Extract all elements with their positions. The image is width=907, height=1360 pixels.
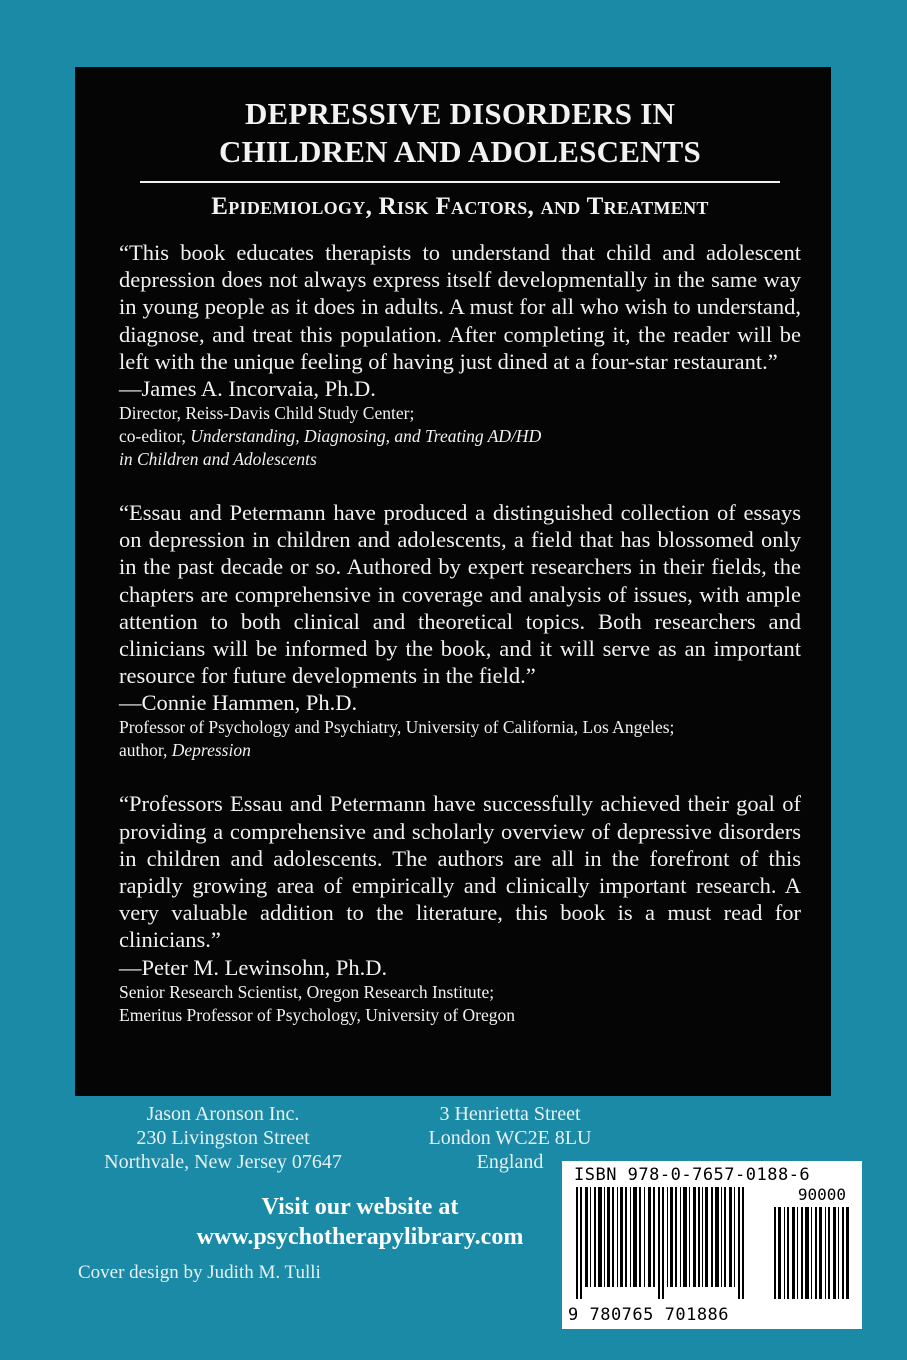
affiliation-prefix: co-editor, [119,426,191,447]
title-divider [140,181,780,183]
endorser-affiliation: Emeritus Professor of Psychology, University of Oregon [119,1004,515,1025]
endorser-affiliation [119,425,801,448]
endorser-affiliation [119,739,801,762]
affiliation-book-title-cont: in Children and Adolescents [119,449,317,470]
website-label: Visit our website at [261,1194,459,1220]
publisher-uk-city: London WC2E 8LU [428,1127,592,1149]
publisher-name: Jason Aronson Inc. [146,1103,300,1125]
publisher-uk-street: 3 Henrietta Street [439,1103,581,1125]
publisher-street: 230 Livingston Street [136,1127,310,1149]
title-line-2: CHILDREN AND ADOLESCENTS [219,134,701,169]
endorsement-1 [119,239,801,471]
back-cover-panel [75,67,831,1096]
book-title [119,95,801,171]
publisher-city: Northvale, New Jersey 07647 [104,1151,342,1173]
endorsement-text: “Essau and Petermann have produced a distinguished collection of essays on depression in children and adolescents, a field that has blossomed only in the past decade or so. Authored by expert researchers in their fields, the chapters are comprehensive in coverage and analysis of issues, with ample attention to both clinical and theoretical topics. Both researchers and clinicians will be informed by the book, and it will serve as an important resource for future developments in the field.” [119,500,801,689]
barcode-main-bars [574,1187,754,1299]
price-addon-number: 90000 [797,1185,846,1204]
barcode-addon-bars [774,1207,850,1299]
endorser-name: —James A. Incorvaia, Ph.D. [119,376,376,402]
endorser-name: —Connie Hammen, Ph.D. [119,690,358,716]
endorser-title: Director, Reiss-Davis Child Study Center; [119,403,415,424]
isbn-barcode [562,1161,862,1329]
isbn-number: ISBN 978-0-7657-0188-6 [574,1165,811,1185]
endorsement-3 [119,790,801,1026]
endorser-affiliation-cont [119,448,801,471]
website-promo [130,1192,590,1252]
endorser-title: Professor of Psychology and Psychiatry, University of California, Los Angeles; [119,717,675,738]
affiliation-book-title: Depression [171,740,251,761]
ean-number: 9 780765 701886 [568,1305,730,1325]
endorsement-text: “Professors Essau and Petermann have successfully achieved their goal of providing a comprehensive and scholarly overview of depressive disorders in children and adolescents. The authors are all in the forefront of this rapidly growing area of empirically and clinically important research. A very valuable addition to the literature, this book is a must read for clinicians.” [119,791,801,953]
endorsement-2 [119,499,801,762]
endorsement-text: “This book educates therapists to understand that child and adolescent depression does not always express itself developmentally in the same way in young people as it does in adults. A must for all who wish to understand, diagnose, and treat this population. After completing it, the reader will be left with the unique feeling of having just dined at a four-star restaurant.” [119,240,801,374]
cover-design-credit: Cover design by Judith M. Tulli [78,1262,321,1283]
endorser-name: —Peter M. Lewinsohn, Ph.D. [119,954,388,980]
website-url: www.psychotherapylibrary.com [196,1224,524,1250]
book-subtitle: Epidemiology, Risk Factors, and Treatment [211,193,709,220]
affiliation-prefix: author, [119,740,172,761]
endorser-title: Senior Research Scientist, Oregon Research Institute; [119,981,495,1002]
affiliation-book-title: Understanding, Diagnosing, and Treating AD/HD [190,426,542,447]
publisher-uk-country: England [476,1151,544,1173]
title-line-1: DEPRESSIVE DISORDERS IN [244,96,676,131]
publisher-us-address [78,1102,368,1174]
